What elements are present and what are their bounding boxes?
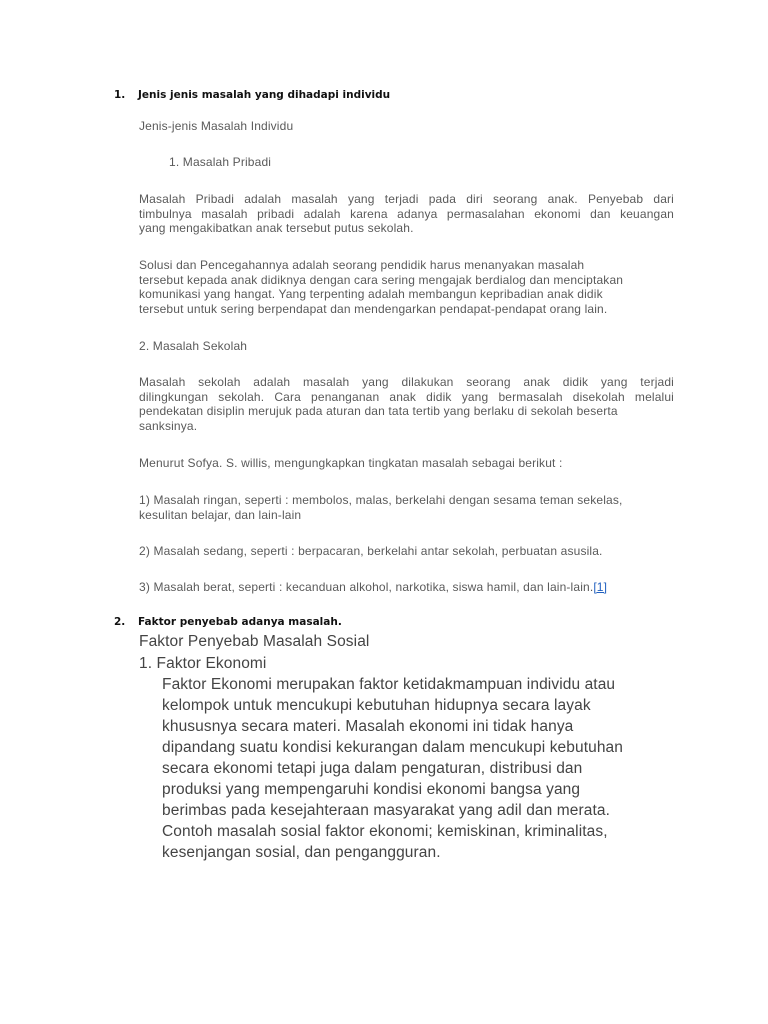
paragraph-faktor-ekonomi bbox=[162, 674, 682, 863]
text-line: dilingkungan sekolah. Cara penanganan anak didik yang bermasalah disekolah melalui bbox=[139, 389, 674, 404]
text-line: kesulitan belajar, dan lain-lain bbox=[139, 507, 302, 522]
text-line: Masalah sekolah adalah masalah yang dilakukan seorang anak didik yang terjadi bbox=[139, 375, 674, 389]
text-line: dipandang suatu kondisi kekurangan dalam mencukupi kebutuhan bbox=[162, 739, 623, 756]
section-1-title: Jenis jenis masalah yang dihadapi individu bbox=[138, 89, 391, 101]
item-masalah-sekolah-title: 2. Masalah Sekolah bbox=[139, 339, 248, 353]
item-masalah-pribadi-title: 1. Masalah Pribadi bbox=[169, 155, 272, 169]
item-faktor-ekonomi-title: 1. Faktor Ekonomi bbox=[139, 655, 267, 672]
text-line: tersebut kepada anak didiknya dengan cara sering mengajak berdialog dan menciptakan bbox=[139, 272, 624, 287]
section-1-number: 1. bbox=[114, 89, 126, 101]
footnote-link[interactable]: [1] bbox=[593, 580, 608, 594]
paragraph-menurut-sofya: Menurut Sofya. S. willis, mengungkapkan tingkatan masalah sebagai berikut : bbox=[139, 456, 563, 470]
text-line: berimbas pada kesejahteraan masyarakat yang adil dan merata. bbox=[162, 802, 611, 819]
text-line: secara ekonomi tetapi juga dalam pengaturan, distribusi dan bbox=[162, 760, 583, 777]
paragraph-solusi-pencegahan bbox=[139, 258, 674, 316]
section-2-title: Faktor penyebab adanya masalah. bbox=[138, 616, 342, 628]
section-2-heading bbox=[114, 616, 342, 628]
text-line: Solusi dan Pencegahannya adalah seorang pendidik harus menanyakan masalah bbox=[139, 258, 585, 272]
paragraph-masalah-pribadi bbox=[139, 192, 674, 236]
text-line: timbulnya masalah pribadi adalah karena adanya permasalahan ekonomi dan keuangan bbox=[139, 206, 674, 221]
text-line: kelompok untuk mencukupi kebutuhan hidupnya secara layak bbox=[162, 697, 591, 714]
section-2-number: 2. bbox=[114, 616, 126, 628]
paragraph-masalah-sekolah bbox=[139, 375, 674, 433]
text-line: Masalah Pribadi adalah masalah yang terjadi pada diri seorang anak. Penyebab dari bbox=[139, 192, 674, 206]
text-line: komunikasi yang hangat. Yang terpenting adalah membangun kepribadian anak didik bbox=[139, 287, 603, 301]
section-2-subtitle: Faktor Penyebab Masalah Sosial bbox=[139, 633, 370, 650]
text-line: sanksinya. bbox=[139, 418, 198, 433]
section-1-heading bbox=[114, 89, 390, 101]
text-line: kesenjangan sosial, dan pengangguran. bbox=[162, 844, 441, 861]
text-line: pendekatan disiplin merujuk pada aturan dan tata tertib yang berlaku di sekolah beserta bbox=[139, 404, 618, 418]
masalah-berat-text: 3) Masalah berat, seperti : kecanduan alkohol, narkotika, siswa hamil, dan lain-lain. bbox=[139, 580, 594, 594]
list-item-masalah-berat bbox=[139, 580, 674, 595]
text-line: Faktor Ekonomi merupakan faktor ketidakmampuan individu atau bbox=[162, 676, 616, 693]
text-line: produksi yang mempengaruhi kondisi ekonomi bangsa yang bbox=[162, 781, 581, 798]
text-line: khususnya secara materi. Masalah ekonomi ini tidak hanya bbox=[162, 718, 574, 735]
list-item-masalah-sedang: 2) Masalah sedang, seperti : berpacaran, berkelahi antar sekolah, perbuatan asusila. bbox=[139, 544, 603, 558]
text-line: 1) Masalah ringan, seperti : membolos, malas, berkelahi dengan sesama teman sekelas, bbox=[139, 493, 623, 507]
list-item-masalah-ringan bbox=[139, 493, 674, 522]
section-1-subtitle: Jenis-jenis Masalah Individu bbox=[139, 119, 294, 133]
text-line: yang mengakibatkan anak tersebut putus sekolah. bbox=[139, 221, 414, 235]
text-line: Contoh masalah sosial faktor ekonomi; kemiskinan, kriminalitas, bbox=[162, 823, 608, 840]
text-line: tersebut untuk sering berpendapat dan mendengarkan pendapat-pendapat orang lain. bbox=[139, 301, 608, 316]
